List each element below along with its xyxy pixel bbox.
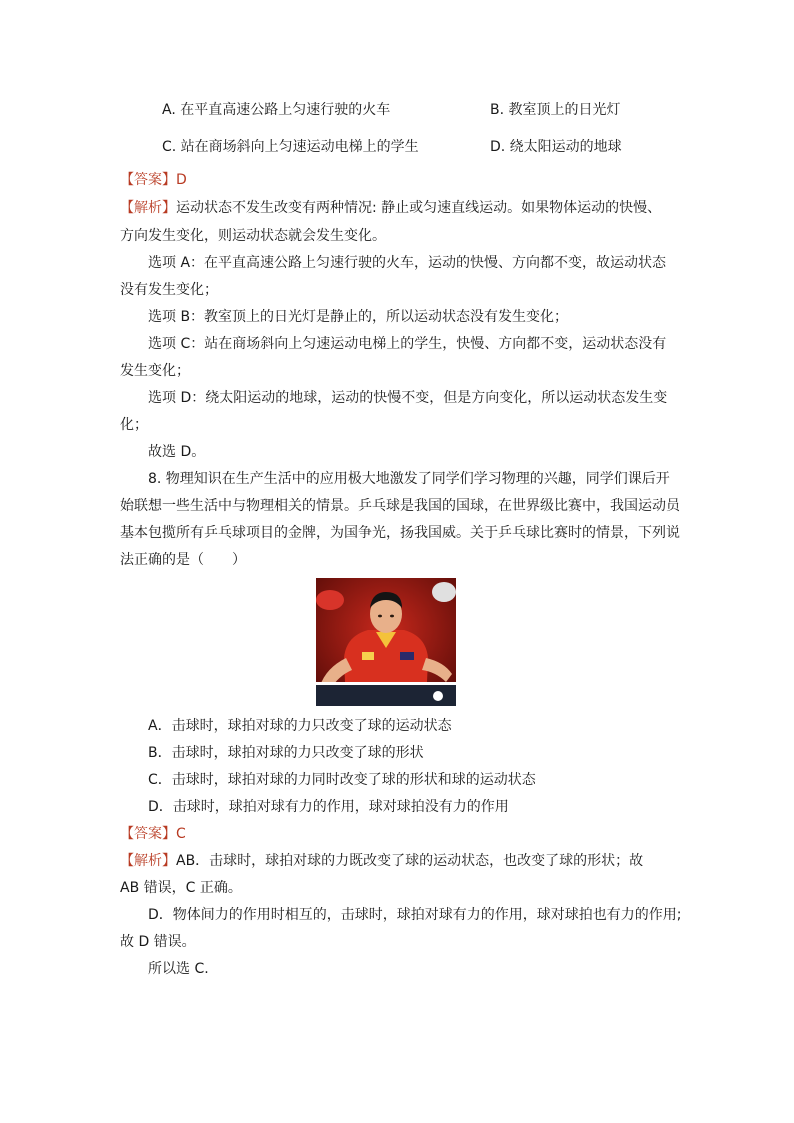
q8-stem-line-2: 始联想一些生活中与物理相关的情景。乒乓球是我国的国球，在世界级比赛中，我国运动员: [120, 498, 680, 514]
q7-analysis-intro-cont: 方向发生变化，则运动状态就会发生变化。: [120, 228, 386, 244]
q7-analysis-intro: [120, 198, 661, 218]
q8-analysis-ab: [120, 851, 643, 871]
q7-option-a: A. 在平直高速公路上匀速行驶的火车: [162, 102, 391, 118]
q7-analysis-c: 选项 C：站在商场斜向上匀速运动电梯上的学生，快慢、方向都不变，运动状态没有: [148, 336, 667, 352]
q8-stem-line-1: 8. 物理知识在生产生活中的应用极大地激发了同学们学习物理的兴趣，同学们课后开: [148, 471, 670, 487]
q7-analysis-b: 选项 B：教室顶上的日光灯是静止的，所以运动状态没有发生变化；: [148, 309, 569, 325]
q7-analysis-d-cont: 化；: [120, 417, 148, 433]
q7-option-c: C. 站在商场斜向上匀速运动电梯上的学生: [162, 139, 419, 155]
q8-conclusion: 所以选 C.: [148, 961, 209, 977]
player-illustration: [316, 578, 456, 706]
table-tennis-player-photo: [316, 578, 456, 706]
q7-answer: 【答案】D: [120, 172, 187, 188]
q8-option-c: C．击球时，球拍对球的力同时改变了球的形状和球的运动状态: [148, 772, 536, 788]
q8-stem-line-4: 法正确的是（ ）: [120, 552, 246, 568]
q8-option-a: A．击球时，球拍对球的力只改变了球的运动状态: [148, 718, 452, 734]
q7-analysis-a: 选项 A：在平直高速公路上匀速行驶的火车，运动的快慢、方向都不变，故运动状态: [148, 255, 667, 271]
q7-option-d: D. 绕太阳运动的地球: [490, 139, 622, 155]
q7-analysis-a-cont: 没有发生变化；: [120, 282, 218, 298]
q8-analysis-ab-cont: AB 错误，C 正确。: [120, 880, 242, 896]
q8-stem-line-3: 基本包揽所有乒乓球项目的金牌，为国争光，扬我国威。关于乒乓球比赛时的情景，下列说: [120, 525, 680, 541]
analysis-text: AB．击球时，球拍对球的力既改变了球的运动状态，也改变了球的形状；故: [176, 853, 644, 869]
q8-option-b: B．击球时，球拍对球的力只改变了球的形状: [148, 745, 424, 761]
q8-analysis-d: D．物体间力的作用时相互的，击球时，球拍对球有力的作用，球对球拍也有力的作用;: [148, 907, 682, 923]
q7-conclusion: 故选 D。: [148, 444, 206, 460]
q8-answer: 【答案】C: [120, 826, 186, 842]
analysis-text: 运动状态不发生改变有两种情况: 静止或匀速直线运动。如果物体运动的快慢、: [176, 200, 662, 216]
q7-option-b: B. 教室顶上的日光灯: [490, 102, 621, 118]
q8-option-d: D．击球时，球拍对球有力的作用，球对球拍没有力的作用: [148, 799, 509, 815]
analysis-label: 【解析】: [120, 853, 176, 869]
analysis-label: 【解析】: [120, 200, 176, 216]
q7-analysis-d: 选项 D：绕太阳运动的地球，运动的快慢不变，但是方向变化，所以运动状态发生变: [148, 390, 668, 406]
q7-analysis-c-cont: 发生变化；: [120, 363, 190, 379]
q8-analysis-d-cont: 故 D 错误。: [120, 934, 196, 950]
